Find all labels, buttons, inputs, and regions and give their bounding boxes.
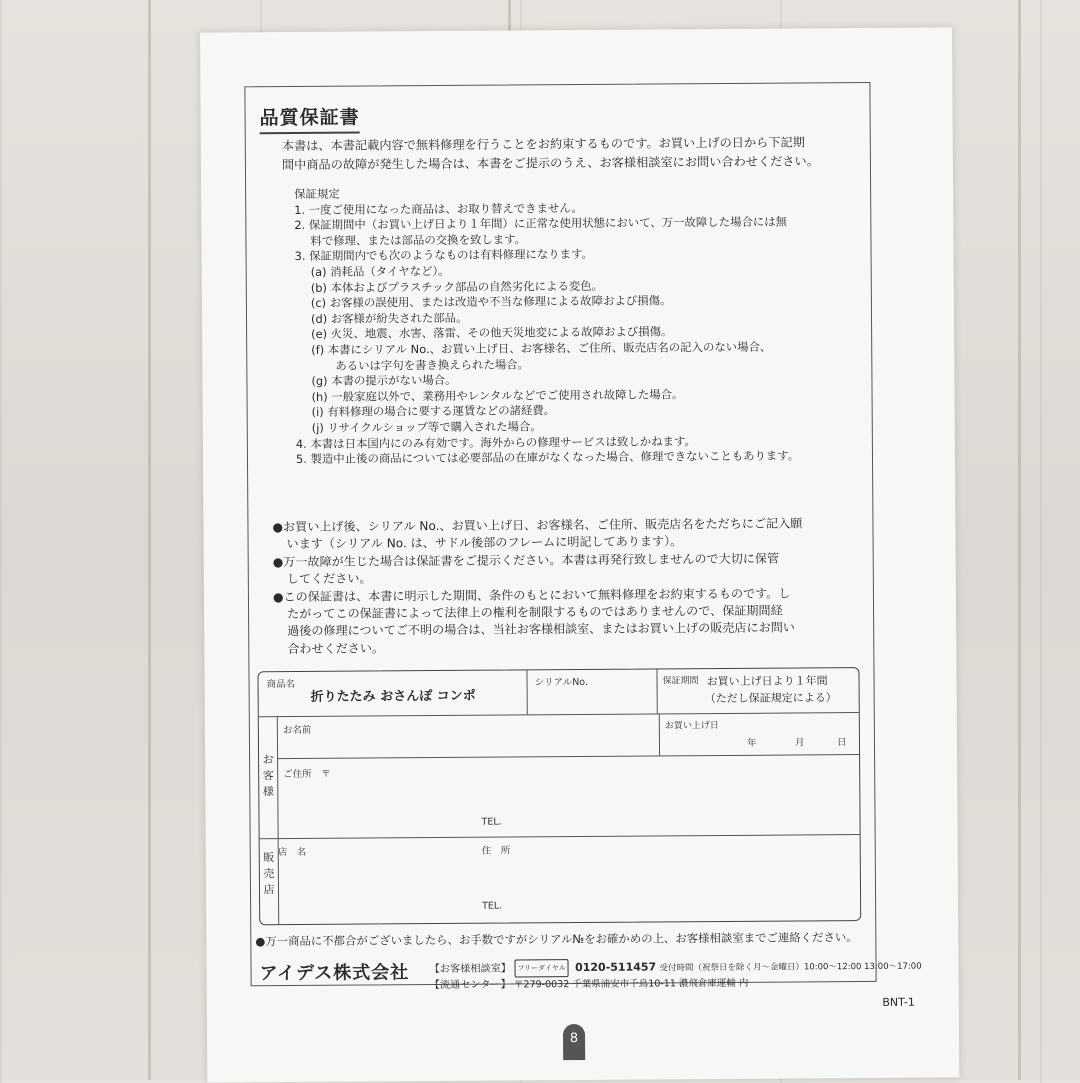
divider <box>656 669 657 713</box>
company-name: アイデス株式会社 <box>259 962 410 985</box>
freedial-icon: フリーダイヤル <box>514 959 569 977</box>
warranty-page <box>200 27 959 1082</box>
shop-name-label: 店 名 <box>277 846 307 859</box>
distribution-address: 〒279-0032 千葉県浦安市千鳥10-11 濃飛倉庫運輸 内 <box>513 977 749 991</box>
period-label: 保証期間 <box>662 676 699 687</box>
customer-section-label: お 客 様 <box>262 753 274 799</box>
divider <box>526 670 527 714</box>
product-name-value: 折りたたみ おさんぽ コンポ <box>310 688 476 705</box>
divider <box>277 754 859 759</box>
divider <box>260 834 860 839</box>
serial-label: シリアルNo. <box>534 676 588 689</box>
customer-address-label: ご住所 〒 <box>283 768 331 781</box>
phone-number: 0120-511457 <box>575 960 657 975</box>
note-item: ●この保証書は、本書に明示した期間、条件のもとにおいて無料修理をお約束するものです。し たがってこの保証書によって法律上の権利を制限するものではありませんので、保証期間経 過後の修理についてご不明の場合は、当社お客様相談室、またはお買い上げの販売店にお問い 合わせください。 <box>272 586 795 656</box>
dealer-section-label: 販 売 店 <box>263 851 275 897</box>
year-label: 年 <box>746 737 757 749</box>
document-code: BNT-1 <box>882 995 915 1009</box>
period-value-1: お買い上げ日より１年間 <box>706 674 828 689</box>
customer-tel-label: TEL. <box>481 816 502 828</box>
day-label: 日 <box>836 737 847 749</box>
product-name-label: 商品名 <box>266 678 296 691</box>
shop-tel-label: TEL. <box>482 900 503 912</box>
customer-name-label: お名前 <box>282 724 312 737</box>
page-frame <box>244 82 922 992</box>
floor-plank-seam <box>148 0 151 1080</box>
page-number: 8 <box>563 1024 585 1060</box>
contact-note: ●万一商品に不都合がございましたら、お手数ですがシリアル№をお確かめの上、お客様相談室までご連絡ください。 <box>255 930 858 949</box>
note-item: ●万一故障が生じた場合は保証書をご提示ください。本書は再発行致しませんので大切に保管 してください。 <box>272 551 780 587</box>
notes-list <box>272 515 863 658</box>
shop-address-label: 住 所 <box>481 845 511 857</box>
month-label: 月 <box>794 737 805 749</box>
contact-info: 【お客様相談室】 フリーダイヤル 0120-511457 受付時間（祝祭日を除く月～金曜日）10:00～12:00 13:00～17:00 【流通センター】 〒279-0032 千葉県浦安市千鳥10-11 濃飛倉庫運輸 内 <box>429 960 922 992</box>
business-hours: 受付時間（祝祭日を除く月～金曜日）10:00～12:00 13:00～17:00 <box>659 961 922 974</box>
floor-plank-seam <box>1018 0 1021 1080</box>
divider <box>659 713 660 755</box>
purchase-date-label: お買い上げ日 <box>664 721 719 732</box>
warranty-card <box>257 667 861 925</box>
rules-heading: 保証規定 <box>294 186 340 201</box>
divider <box>277 716 279 924</box>
period-value-2: （ただし保証規定による） <box>704 691 837 706</box>
divider <box>259 712 859 717</box>
page-title: 品質保証書 <box>260 103 360 135</box>
warranty-rules: 保証規定 1. 一度ご使用になった商品は、お取り替えできません。 2. 保証期間中（お買い上げ日より１年間）に正常な使用状態において、万一故障した場合には無 料で修理、または部品の交換を致します。 3. 保証期間内でも次のようなものは有料修理になります。 (a) 消耗品（タイヤなど）。 (b) 本体およびプラスチック部品の自然劣化による変色。 (c) お客様の誤使用、または改造や不当な修理による故障および損傷。 (d) お客様が紛失された部品。 (e) 火災、地震、水害、落雷、その他天災地変による故障および損傷。 (f) 本書にシリアル No.、お買い上げ日、お客様名、ご住所、販売店名の記入のない場合、 あるいは字句を書き換えられた場合。 (g) 本書の提示がない場合。 (h) 一般家庭以外で、業務用やレンタルなどでご使用され故障した場合。 (i) 有料修理の場合に要する運賃などの諸経費。 (j) リサイクルショップ等で購入された場合。 4. 本書は日本国内にのみ有効です。海外からの修理サービスは致しかねます。 5. 製造中止後の商品については必要部品の在庫がなくなった場合、修理できないこともあります。 <box>294 183 866 468</box>
note-item: ●お買い上げ後、シリアル No.、お買い上げ日、お客様名、ご住所、販売店名をただちにご記入願 います（シリアル No. は、サドル後部のフレームに明記してあります）。 <box>272 516 803 552</box>
intro-text: 本書は、本書記載内容で無料修理を行うことをお約束するものです。お買い上げの日から下記期 間中商品の故障が発生した場合は、本書をご提示のうえ、お客様相談室にお問い合わせください。 <box>281 135 819 173</box>
